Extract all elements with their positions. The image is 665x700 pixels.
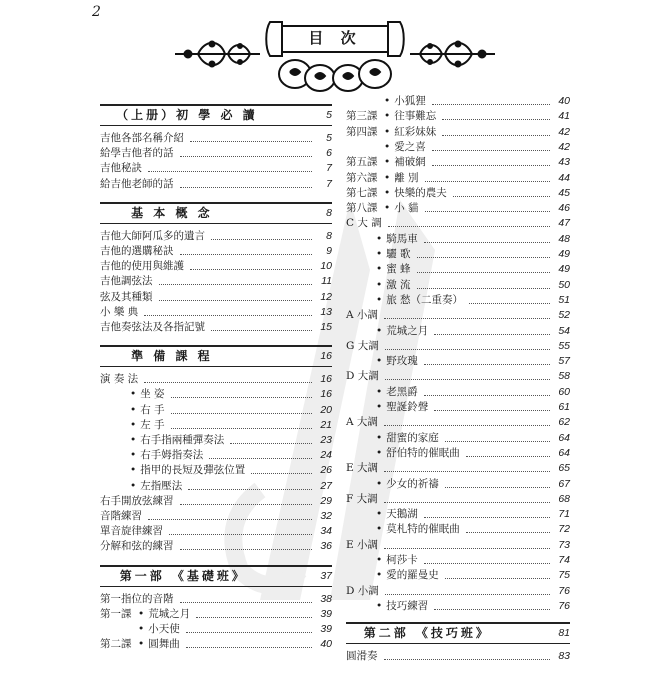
entry-label: • 離 別: [384, 171, 419, 186]
toc-entry[interactable]: [100, 305, 332, 320]
page-ref: 61: [558, 401, 570, 413]
page-ref: 43: [558, 156, 570, 169]
toc-entry[interactable]: [346, 599, 570, 614]
page-ref: 51: [558, 293, 570, 306]
right-ornament-icon: [410, 41, 495, 67]
leader-dots: [211, 330, 312, 331]
leader-dots: [180, 602, 313, 603]
leader-dots: [385, 379, 550, 380]
page-ref: 74: [558, 554, 570, 566]
lesson-number: 第六課: [346, 171, 378, 184]
entry-label: • 紅彩妹妹: [384, 125, 436, 140]
entry-label: 給吉他老師的話: [100, 177, 174, 190]
entry-label: • 小狐狸: [384, 94, 426, 109]
section-rule-bottom: [100, 223, 332, 224]
leader-dots: [171, 413, 312, 414]
entry-label: • 旅 愁（二重奏）: [346, 293, 463, 308]
entry-label: • 少女的祈禱: [346, 477, 439, 492]
leader-dots: [384, 425, 550, 426]
entry-label: 小 樂 典: [100, 305, 139, 318]
toc-entry[interactable]: [346, 339, 570, 354]
page-ref: 27: [320, 479, 332, 492]
toc-entry[interactable]: [100, 607, 332, 622]
toc-entry[interactable]: [346, 171, 570, 186]
toc-entry[interactable]: [100, 592, 332, 607]
entry-label: F 大調: [346, 492, 378, 505]
entry-label: A 大調: [346, 416, 378, 429]
leader-dots: [388, 226, 550, 227]
page-ref: 42: [558, 140, 570, 153]
lesson-number: 第四課: [346, 125, 378, 138]
leader-dots: [144, 315, 312, 316]
toc-entry[interactable]: [100, 320, 332, 335]
entry-label: • 荒城之月: [138, 607, 190, 622]
leader-dots: [144, 382, 312, 383]
page-ref: 13: [320, 305, 332, 318]
toc-section-heading[interactable]: [100, 206, 332, 221]
leader-dots: [180, 504, 313, 505]
page-ref: 16: [320, 373, 332, 386]
leader-dots: [384, 471, 550, 472]
entry-label: • 右手姆指奏法: [100, 448, 203, 463]
leader-dots: [417, 272, 550, 273]
toc-entry[interactable]: [346, 94, 570, 109]
leader-dots: [251, 473, 312, 474]
page-ref: 20: [320, 403, 332, 416]
section-rule-top: [346, 622, 570, 624]
toc-entry[interactable]: [346, 232, 570, 247]
toc-entry[interactable]: [100, 387, 332, 402]
page-ref: 23: [320, 434, 332, 446]
entry-label: 第一部 《基礎班》: [119, 568, 247, 583]
section-rule-bottom: [346, 643, 570, 644]
toc-entry[interactable]: [346, 400, 570, 415]
toc-entry[interactable]: [346, 477, 570, 492]
leader-dots: [171, 428, 312, 429]
entry-label: • 坐 姿: [100, 387, 165, 402]
entry-label: （上册）初 學 必 讀: [116, 108, 258, 122]
leader-dots: [434, 609, 550, 610]
leader-dots: [186, 647, 312, 648]
page-ref: 47: [558, 217, 570, 230]
entry-label: • 補破網: [384, 155, 426, 170]
entry-label: 基 本 概 念: [131, 205, 213, 220]
entry-label: D 大調: [346, 370, 379, 383]
entry-label: • 往事難忘: [384, 109, 436, 124]
toc-section-heading[interactable]: [100, 349, 332, 364]
page-ref: 54: [558, 324, 570, 337]
page-ref: 34: [320, 525, 332, 538]
page-ref: 55: [558, 339, 570, 352]
entry-label: • 柯莎卡: [346, 553, 418, 568]
toc-entry[interactable]: [346, 446, 570, 461]
entry-label: • 荒城之月: [346, 324, 428, 339]
leader-dots: [425, 181, 550, 182]
page-ref: 36: [320, 540, 332, 553]
entry-label: • 蜜 蜂: [346, 262, 411, 277]
lesson-number: 第五課: [346, 156, 378, 169]
page-ref: 50: [558, 278, 570, 291]
entry-label: 圓滑奏: [346, 650, 378, 663]
entry-label: • 激 流: [346, 278, 411, 293]
leader-dots: [424, 563, 550, 564]
page-ref: 57: [558, 355, 570, 368]
toc-entry[interactable]: [100, 637, 332, 652]
toc-entry[interactable]: [100, 433, 332, 448]
entry-label: 單音旋律練習: [100, 525, 163, 538]
toc-entry[interactable]: [346, 553, 570, 568]
lesson-number: 第二課: [100, 638, 132, 651]
page-ref: 76: [558, 599, 570, 612]
entry-label: • 圓舞曲: [138, 637, 180, 652]
entry-label: • 驪 歌: [346, 247, 411, 262]
section-rule-top: [100, 202, 332, 204]
page-ref: 37: [320, 569, 332, 582]
toc-entry[interactable]: [100, 509, 332, 524]
leader-dots: [432, 165, 550, 166]
page-ref: 38: [320, 592, 332, 605]
page-ref: 60: [558, 385, 570, 398]
page-ref: 68: [558, 492, 570, 505]
toc-entry[interactable]: [100, 524, 332, 539]
page-ref: 5: [326, 109, 333, 121]
toc-entry[interactable]: [346, 324, 570, 339]
section-rule-bottom: [100, 366, 332, 367]
toc-section-heading[interactable]: [346, 626, 570, 641]
leader-dots: [445, 578, 550, 579]
entry-label: • 騎馬車: [346, 232, 418, 247]
page-ref: 49: [558, 263, 570, 276]
entry-label: 第一指位的音階: [100, 592, 174, 605]
toc-entry[interactable]: [346, 308, 570, 323]
leader-dots: [424, 517, 550, 518]
page-ref: 8: [326, 206, 333, 219]
toc-entry[interactable]: [100, 622, 332, 637]
page-ref: 52: [558, 309, 570, 322]
toc-entry[interactable]: [346, 507, 570, 522]
page-ref: 21: [320, 418, 332, 431]
entry-label: 演 奏 法: [100, 373, 139, 386]
page-ref: 40: [320, 638, 332, 651]
entry-label: • 聖誕鈴聲: [346, 400, 428, 415]
page-ref: 7: [326, 177, 332, 190]
entry-label: 吉他的使用與維護: [100, 260, 184, 273]
page-ref: 32: [320, 510, 332, 522]
leader-dots: [180, 254, 313, 255]
entry-label: 吉他秘訣: [100, 162, 142, 175]
page-ref: 26: [320, 464, 332, 477]
leader-dots: [466, 456, 550, 457]
entry-label: 吉他大師阿瓜多的遺言: [100, 229, 205, 242]
entry-label: • 野玫瑰: [346, 354, 418, 369]
entry-label: 右手開放弦練習: [100, 494, 174, 507]
page-ref: 45: [558, 186, 570, 199]
toc-entry[interactable]: [346, 385, 570, 400]
page-number: 2: [92, 4, 101, 20]
page-ref: 12: [320, 290, 332, 303]
page-ref: 29: [320, 494, 332, 507]
leader-dots: [442, 119, 550, 120]
leader-dots: [190, 141, 312, 142]
entry-label: • 莫札特的催眠曲: [346, 522, 460, 537]
leader-dots: [432, 104, 550, 105]
entry-label: 音階練習: [100, 510, 142, 522]
toc-section-heading[interactable]: [100, 108, 332, 123]
left-ornament-icon: [175, 41, 260, 67]
entry-label: • 老黑爵: [346, 385, 418, 400]
page-ref: 71: [558, 508, 570, 521]
leader-dots: [384, 502, 550, 503]
toc-entry[interactable]: [346, 247, 570, 262]
leader-dots: [425, 211, 550, 212]
leader-dots: [209, 458, 312, 459]
leader-dots: [159, 284, 313, 285]
page-ref: 64: [558, 446, 570, 459]
toc-entry[interactable]: [100, 290, 332, 305]
leader-dots: [385, 349, 550, 350]
leader-dots: [417, 257, 550, 258]
toc-entry[interactable]: [100, 463, 332, 478]
lesson-number: 第三課: [346, 110, 378, 123]
page-ref: 16: [320, 388, 332, 401]
entry-label: • 愛之喜: [384, 140, 426, 155]
leader-dots: [180, 156, 313, 157]
leader-dots: [384, 548, 550, 549]
leader-dots: [466, 532, 550, 533]
toc-entry[interactable]: [346, 584, 570, 599]
page-ref: 58: [558, 370, 570, 383]
entry-label: • 小 貓: [384, 201, 419, 216]
toc-entry[interactable]: [100, 274, 332, 289]
leader-dots: [445, 487, 550, 488]
leader-dots: [385, 594, 550, 595]
toc-entry[interactable]: [346, 186, 570, 201]
entry-label: • 指甲的長短及彈弦位置: [100, 463, 245, 478]
toc-entry[interactable]: [100, 403, 332, 418]
page-ref: 7: [326, 162, 332, 175]
leader-dots: [211, 239, 312, 240]
toc-entry[interactable]: [346, 522, 570, 537]
toc-entry[interactable]: [100, 244, 332, 259]
toc-entry[interactable]: [346, 568, 570, 583]
entry-label: 準 備 課 程: [131, 349, 213, 364]
page-ref: 67: [558, 477, 570, 490]
entry-label: • 愛的羅曼史: [346, 568, 439, 583]
entry-label: 分解和弦的練習: [100, 540, 174, 553]
toc-entry[interactable]: [346, 140, 570, 155]
leader-dots: [445, 441, 550, 442]
toc-entry[interactable]: [346, 201, 570, 216]
toc-entry[interactable]: [346, 461, 570, 476]
leader-dots: [442, 135, 550, 136]
leader-dots: [384, 659, 551, 660]
toc-entry[interactable]: [346, 415, 570, 430]
page-ref: 76: [558, 584, 570, 597]
toc-entry[interactable]: [346, 431, 570, 446]
lesson-number: 第一課: [100, 607, 132, 620]
entry-label: E 小調: [346, 538, 379, 551]
page-ref: 42: [558, 125, 570, 138]
leader-dots: [169, 534, 312, 535]
toc-entry[interactable]: [346, 538, 570, 553]
entry-label: E 大調: [346, 462, 379, 475]
page-ref: 65: [558, 462, 570, 475]
toc-entry[interactable]: [346, 155, 570, 170]
leader-dots: [417, 288, 550, 289]
leader-dots: [432, 150, 550, 151]
page-ref: 11: [321, 275, 332, 288]
entry-label: • 右手指兩種彈奏法: [100, 433, 224, 448]
entry-label: 吉他各部名稱介紹: [100, 132, 184, 144]
page-ref: 83: [558, 650, 570, 663]
leader-dots: [230, 443, 312, 444]
toc-title: 目 次: [308, 29, 362, 47]
section-rule-top: [100, 104, 332, 106]
entry-label: 吉他奏弦法及各指記號: [100, 321, 205, 333]
page-ref: 81: [558, 627, 570, 640]
leader-dots: [424, 364, 550, 365]
toc-entry[interactable]: [100, 479, 332, 494]
leader-dots: [148, 171, 312, 172]
page-ref: 75: [558, 569, 570, 582]
leader-dots: [148, 519, 312, 520]
page-ref: 48: [558, 232, 570, 245]
page-ref: 44: [558, 171, 570, 184]
toc-entry[interactable]: [100, 229, 332, 244]
entry-label: • 舒伯特的催眠曲: [346, 446, 460, 461]
page-ref: 5: [326, 132, 332, 144]
toc-entry[interactable]: [100, 161, 332, 176]
toc-entry[interactable]: [346, 293, 570, 308]
toc-entry[interactable]: [346, 649, 570, 664]
entry-label: • 技巧練習: [346, 599, 428, 614]
toc-entry[interactable]: [100, 448, 332, 463]
entry-label: 弦及其種類: [100, 290, 153, 303]
leader-dots: [424, 242, 550, 243]
leader-dots: [180, 187, 313, 188]
entry-label: G 大調: [346, 339, 379, 352]
leader-dots: [469, 303, 550, 304]
entry-label: • 天鵝湖: [346, 507, 418, 522]
toc-entry[interactable]: [100, 539, 332, 554]
section-rule-bottom: [100, 125, 332, 126]
entry-label: • 快樂的農夫: [384, 186, 447, 201]
toc-entry[interactable]: [346, 354, 570, 369]
toc-entry[interactable]: [100, 131, 332, 146]
toc-entry[interactable]: [346, 125, 570, 140]
page-ref: 15: [320, 321, 332, 333]
page-ref: 39: [320, 607, 332, 620]
page-ref: 40: [558, 95, 570, 107]
page-ref: 49: [558, 248, 570, 260]
page-ref: 46: [558, 202, 570, 215]
page-ref: 24: [320, 449, 332, 462]
entry-label: • 右 手: [100, 403, 165, 418]
page-ref: 73: [558, 538, 570, 551]
leader-dots: [188, 489, 312, 490]
leader-dots: [384, 318, 550, 319]
toc-entry[interactable]: [100, 372, 332, 387]
entry-label: C 大 調: [346, 217, 382, 230]
toc-entry[interactable]: [346, 216, 570, 231]
page-ref: 8: [326, 229, 332, 242]
page-ref: 10: [320, 260, 332, 273]
page-ref: 41: [558, 110, 570, 123]
leader-dots: [190, 269, 312, 270]
entry-label: • 左指壓法: [100, 479, 182, 494]
entry-label: 給學吉他者的話: [100, 147, 174, 160]
leader-dots: [186, 632, 312, 633]
toc-entry[interactable]: [100, 494, 332, 509]
page-ref: 9: [326, 245, 332, 257]
leader-dots: [180, 549, 313, 550]
entry-label: 吉他的選購秘訣: [100, 245, 174, 257]
entry-label: 第二部 《技巧班》: [363, 626, 491, 641]
entry-label: D 小調: [346, 584, 379, 597]
entry-label: A 小調: [346, 309, 378, 322]
entry-label: 吉他調弦法: [100, 275, 153, 288]
page-ref: 16: [320, 350, 333, 363]
leader-dots: [434, 410, 550, 411]
toc-entry[interactable]: [346, 109, 570, 124]
section-rule-bottom: [100, 586, 332, 587]
toc-section-heading[interactable]: [100, 569, 332, 584]
section-rule-top: [100, 565, 332, 567]
leader-dots: [196, 617, 312, 618]
toc-entry[interactable]: [346, 492, 570, 507]
toc-entry[interactable]: [100, 259, 332, 274]
leader-dots: [434, 334, 550, 335]
lesson-number: 第七課: [346, 186, 378, 199]
leader-dots: [159, 300, 313, 301]
toc-entry[interactable]: [100, 177, 332, 192]
page-ref: 64: [558, 431, 570, 444]
lesson-number: 第八課: [346, 202, 378, 215]
entry-label: • 小天使: [138, 622, 180, 637]
toc-banner: [170, 14, 500, 94]
toc-entry[interactable]: [346, 262, 570, 277]
page-ref: 72: [558, 523, 570, 536]
page-ref: 62: [558, 416, 570, 429]
toc-entry[interactable]: [346, 278, 570, 293]
toc-entry[interactable]: [346, 369, 570, 384]
entry-label: • 甜蜜的家庭: [346, 431, 439, 446]
section-rule-top: [100, 345, 332, 347]
page-ref: 6: [326, 147, 332, 160]
toc-entry[interactable]: [100, 418, 332, 433]
page-ref: 39: [320, 623, 332, 635]
leader-dots: [171, 397, 312, 398]
leader-dots: [453, 196, 550, 197]
entry-label: • 左 手: [100, 418, 165, 433]
leader-dots: [424, 395, 550, 396]
toc-entry[interactable]: [100, 146, 332, 161]
